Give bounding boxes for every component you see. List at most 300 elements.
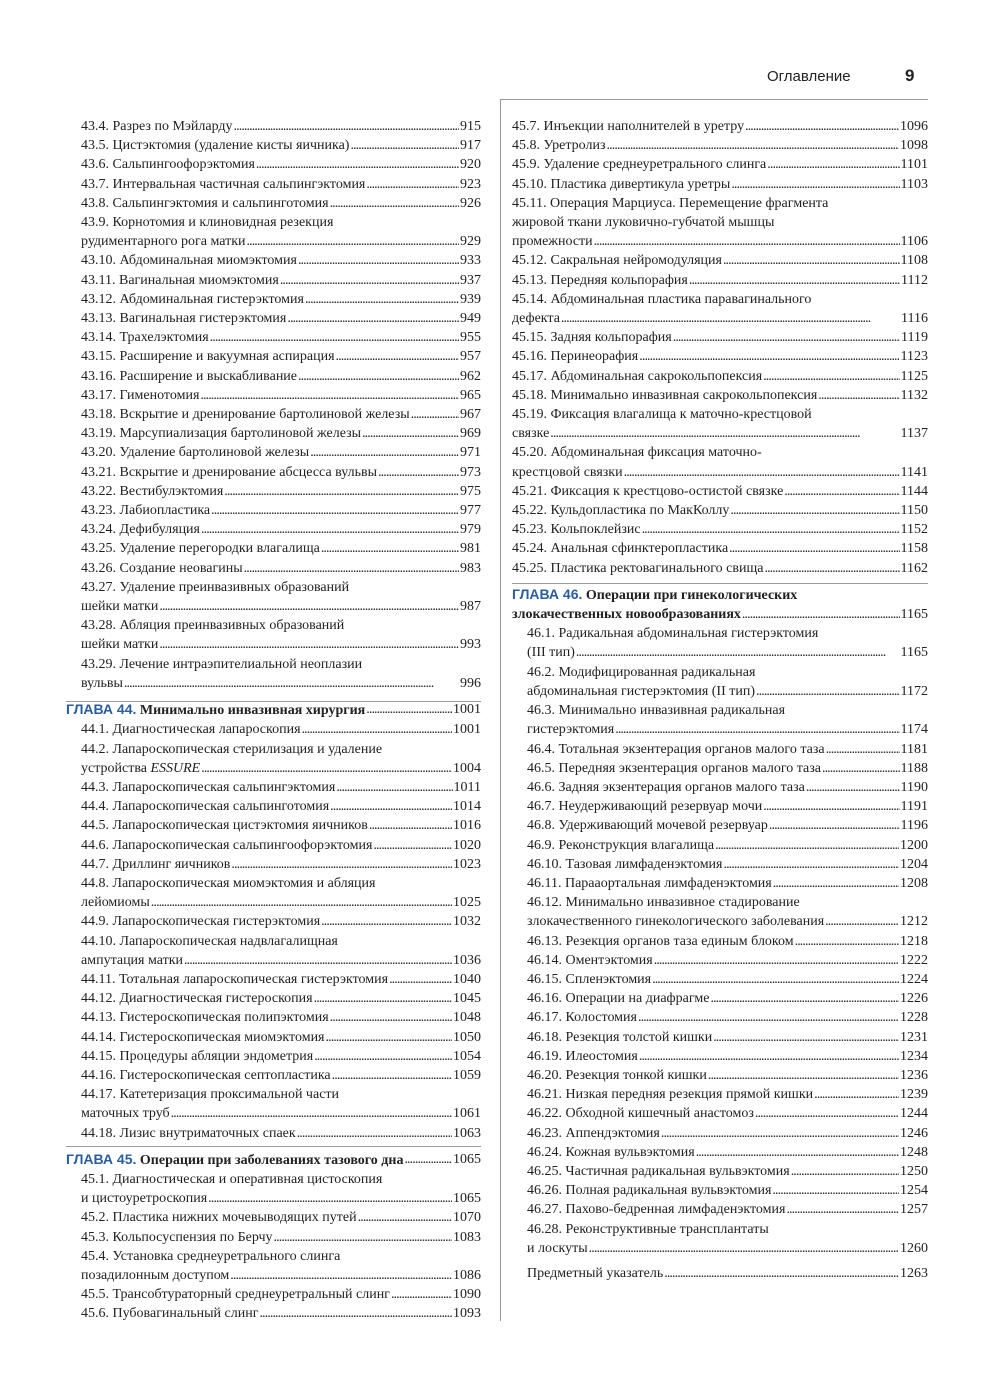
toc-entry-number: 44.13. [81,1010,116,1026]
toc-entry-title-part: Передняя экзентерация органов малого таза [558,760,821,776]
toc-entry-line [527,663,928,682]
toc-entry[interactable] [66,559,481,578]
toc-entry[interactable] [66,655,481,693]
toc-entry-number: 44.7. [81,856,109,872]
toc-entry[interactable] [66,1304,481,1323]
leader-dots [280,271,459,290]
toc-entry[interactable] [512,932,928,951]
toc-entry-line [81,778,481,797]
toc-entry[interactable] [66,347,481,366]
toc-entry-title [527,1085,813,1104]
toc-entry[interactable] [66,720,481,739]
toc-entry[interactable] [66,912,481,931]
toc-entry[interactable] [512,136,928,155]
toc-entry[interactable] [512,347,928,366]
toc-entry[interactable] [512,1047,928,1066]
toc-entry-title-part: Удаление бартолиновой железы [119,445,310,461]
toc-entry-title [527,1239,588,1258]
toc-entry[interactable] [66,117,481,136]
toc-entry[interactable] [512,797,928,816]
toc-entry-title [512,155,766,174]
toc-entry[interactable] [512,1220,928,1258]
toc-entry-page: 971 [460,445,481,461]
toc-entry[interactable] [66,386,481,405]
toc-entry-line [81,989,481,1008]
toc-entry[interactable] [66,778,481,797]
toc-entry-page: 1023 [453,856,481,872]
toc-entry-title [81,674,123,693]
toc-entry-title-part: Задняя экзентерация органов малого таза [558,779,805,795]
toc-entry[interactable] [512,539,928,558]
toc-entry[interactable] [66,309,481,328]
toc-entry-line [512,155,928,174]
leader-dots [378,463,459,482]
toc-entry[interactable] [512,836,928,855]
toc-entry[interactable] [512,117,928,136]
toc-entry-page: 1144 [900,483,928,499]
leader-dots [791,1162,899,1181]
toc-entry-page: 1234 [900,1048,928,1064]
toc-entry[interactable] [512,290,928,328]
leader-dots [391,1285,452,1304]
toc-entry-title [527,1124,660,1143]
toc-entry[interactable] [66,213,481,251]
toc-entry-number: 43.17. [81,387,116,403]
toc-entry-title-part: Анальная сфинктеропластика [550,541,729,557]
toc-entry[interactable] [512,1181,928,1200]
toc-entry-line [81,386,481,405]
toc-entry-title-part: Гистероскопическая миомэктомия [119,1029,325,1045]
toc-entry-page: 1141 [900,464,928,480]
toc-entry-line [527,816,928,835]
toc-entry-line [527,874,928,893]
toc-entry-title-part: Дефибуляция [119,522,200,538]
toc-entry-number: 44.4. [81,799,109,815]
toc-entry-title-part: вульвы [81,675,123,691]
toc-entry-line [81,424,481,443]
toc-entry-title [81,463,377,482]
toc-entry-title [512,309,560,328]
toc-entry-title-part: Лапароскопическая цистэктомия яичников [112,818,368,834]
toc-entry-title-part: Колостомия [565,1010,637,1026]
leader-dots [274,1228,452,1247]
toc-entry-title-part: Спленэктомия [565,971,652,987]
toc-entry[interactable] [512,194,928,252]
toc-entry-title [81,1208,357,1227]
toc-entry-line [81,674,481,693]
toc-entry-line [527,759,928,778]
toc-entry-line [527,1220,928,1239]
toc-entry-page: 1090 [453,1287,481,1303]
toc-entry-number: 46.5. [527,760,555,776]
toc-entry[interactable] [66,443,481,462]
toc-entry-title-part: Расширение и вакуумная аспирация [119,349,335,365]
toc-entry[interactable] [66,932,481,970]
toc-entry-line [512,232,928,251]
toc-entry-title-part: Вестибулэктомия [119,483,224,499]
toc-entry[interactable] [512,1066,928,1085]
leader-dots [330,797,452,816]
toc-entry-title-part: Расширение и выскабливание [119,368,298,384]
leader-dots [654,951,899,970]
toc-entry[interactable] [512,443,928,481]
toc-entry[interactable] [66,1008,481,1027]
toc-entry-line [527,1066,928,1085]
leader-dots [124,674,459,693]
toc-entry-number: 43.29. [81,656,116,672]
leader-dots [210,328,459,347]
toc-entry-line [512,347,928,366]
toc-entry[interactable] [66,251,481,270]
toc-entry-title [81,405,410,424]
toc-entry[interactable] [66,1124,481,1143]
toc-entry[interactable] [66,855,481,874]
leader-dots [404,1150,452,1170]
toc-entry[interactable] [66,836,481,855]
leader-dots [332,1066,452,1085]
toc-entry-line [81,290,481,309]
toc-entry-line [81,1247,481,1266]
toc-entry-number: 45.2. [81,1210,109,1226]
toc-entry-title-part: гистерэктомия [527,722,615,738]
toc-entry[interactable] [512,970,928,989]
toc-entry-title-part: Удаление преинвазивных образований [119,579,350,595]
leader-dots [729,539,899,558]
toc-entry[interactable] [66,816,481,835]
toc-entry[interactable] [512,759,928,778]
toc-entry[interactable] [512,1264,928,1283]
leader-dots [298,251,459,270]
toc-entry-number: 44.18. [81,1125,116,1141]
toc-entry-page: 1036 [453,952,481,968]
toc-entry-line [81,951,481,970]
leader-dots [818,386,899,405]
toc-entry[interactable] [512,701,928,739]
toc-entry-title-part: Создание неовагины [119,560,243,576]
toc-entry[interactable] [512,155,928,174]
toc-entry-title-part: Дриллинг яичников [112,856,231,872]
leader-dots [298,367,459,386]
toc-entry-page: 1231 [900,1029,928,1045]
toc-entry[interactable] [66,1285,481,1304]
toc-entry-page: 1218 [900,933,928,949]
toc-entry[interactable] [66,155,481,174]
toc-entry[interactable] [66,1208,481,1227]
toc-entry-title [512,117,744,136]
leader-dots [767,155,899,174]
toc-entry-number: 43.24. [81,522,116,538]
toc-entry[interactable] [66,136,481,155]
leader-dots [151,893,452,912]
toc-entry-title-part: Инъекции наполнителей в уретру [543,119,745,134]
toc-entry-title-part: Низкая передняя резекция прямой кишки [565,1087,814,1103]
toc-entry-number: 43.4. [81,119,109,134]
toc-entry-title-part: Резекция толстой кишки [565,1029,713,1045]
toc-entry[interactable] [512,328,928,347]
toc-entry-page: 1119 [901,330,928,346]
chapter-heading[interactable] [512,585,928,624]
leader-dots [730,501,899,520]
toc-entry-line [81,874,481,893]
toc-entry[interactable] [512,559,928,578]
toc-entry-title [81,367,297,386]
leader-dots [763,797,899,816]
toc-entry-line [527,912,928,931]
toc-entry-page: 1174 [900,722,928,738]
toc-entry-page: 955 [460,330,481,346]
toc-entry[interactable] [66,367,481,386]
toc-entry[interactable] [66,194,481,213]
leader-dots [615,720,899,739]
toc-entry[interactable] [512,951,928,970]
leader-dots [723,855,899,874]
toc-entry-number: 43.10. [81,253,116,269]
chapter-heading[interactable] [66,700,481,720]
leader-dots [795,932,899,951]
toc-entry-line [527,1047,928,1066]
toc-entry-number: 45.25. [512,560,547,576]
leader-dots [652,970,899,989]
toc-entry-number: 45.16. [512,349,547,365]
toc-entry-line [81,1285,481,1304]
toc-entry[interactable] [66,578,481,616]
toc-entry[interactable] [66,424,481,443]
toc-entry-page: 1123 [900,349,928,365]
toc-entry-number: 43.25. [81,541,116,557]
toc-entry-title [81,1028,325,1047]
toc-entry[interactable] [512,778,928,797]
toc-entry[interactable] [512,386,928,405]
toc-entry-number: 46.10. [527,856,562,872]
toc-entry-title-part: Абдоминальная пластика паравагинального [550,291,812,307]
toc-entry-title-part: Фиксация к крестцово-остистой связке [550,483,784,499]
toc-entry-line [81,463,481,482]
leader-dots [689,271,900,290]
toc-entry-page: 1137 [900,426,928,442]
toc-entry[interactable] [66,874,481,912]
toc-entry[interactable] [512,1162,928,1181]
toc-entry[interactable] [66,482,481,501]
toc-entry[interactable] [512,1008,928,1027]
leader-dots [336,347,459,366]
chapter-title-part: Операции при заболеваниях тазового дна [139,1152,404,1168]
toc-entry-title-part: Пластика нижних мочевыводящих путей [112,1210,357,1226]
toc-entry-title-part: Установка среднеуретрального слинга [112,1248,341,1264]
toc-entry[interactable] [66,520,481,539]
leader-dots [607,136,899,155]
toc-entry-number: 44.2. [81,741,109,757]
toc-entry-page: 1011 [453,779,481,795]
toc-entry-number: 46.16. [527,991,562,1007]
toc-entry[interactable] [66,290,481,309]
toc-entry-number: 43.14. [81,330,116,346]
leader-dots [664,1264,899,1283]
toc-entry-page: 1096 [900,119,928,134]
toc-entry[interactable] [512,271,928,290]
toc-entry[interactable] [512,367,928,386]
toc-entry-page: 969 [460,426,481,442]
toc-entry-line [512,424,928,443]
leader-dots [786,1200,899,1219]
toc-entry-title-part: и лоскуты [527,1240,588,1256]
header-rule [500,99,928,100]
toc-entry-line [81,443,481,462]
toc-entry[interactable] [66,1170,481,1208]
toc-entry-number: 44.12. [81,991,116,1007]
toc-entry[interactable] [66,539,481,558]
toc-entry-title-part: Модифицированная радикальная [558,664,756,680]
toc-entry-title [512,175,730,194]
toc-entry-title-part: Операции на диафрагме [565,991,710,1007]
toc-entry-title [81,855,230,874]
toc-entry[interactable] [512,874,928,893]
toc-entry-title-part: Вскрытие и дренирование бартолиновой железы [119,407,410,423]
toc-entry-title [527,874,772,893]
toc-entry[interactable] [66,405,481,424]
toc-entry[interactable] [512,855,928,874]
toc-entry[interactable] [512,501,928,520]
toc-entry[interactable] [66,1247,481,1285]
toc-entry-number: 45.15. [512,330,547,346]
toc-entry-title-part: Корнотомия и клиновидная резекция [112,215,334,231]
toc-entry-title [527,970,651,989]
toc-entry-number: 43.6. [81,157,109,173]
toc-entry-title [81,759,200,778]
toc-entry[interactable] [66,616,481,654]
toc-entry-number: 43.19. [81,426,116,442]
toc-entry[interactable] [512,251,928,270]
toc-entry[interactable] [512,175,928,194]
toc-entry-page: 939 [460,291,481,307]
toc-entry-title [81,194,329,213]
chapter-title-part: Операции при гинекологических [585,587,798,603]
toc-entry[interactable] [66,328,481,347]
toc-entry-line [512,520,928,539]
toc-entry-line [81,635,481,654]
toc-entry-title-part: устройства [81,760,147,776]
toc-entry[interactable] [66,970,481,989]
toc-entry[interactable] [512,520,928,539]
toc-entry-line [527,836,928,855]
toc-entry[interactable] [512,1085,928,1104]
toc-entry-title-part: Трансобтураторный среднеуретральный слинг [112,1287,390,1303]
leader-dots [230,1266,452,1285]
toc-entry-title [81,232,246,251]
leader-dots [561,309,900,328]
toc-entry-line [512,367,928,386]
toc-entry[interactable] [512,405,928,443]
toc-entry-line [81,271,481,290]
chapter-heading-line [512,585,928,605]
leader-dots [784,482,899,501]
toc-entry-line [81,175,481,194]
toc-entry[interactable] [66,740,481,778]
toc-entry-title-part: Катетеризация проксимальной части [119,1087,340,1103]
toc-entry[interactable] [66,1228,481,1247]
toc-entry[interactable] [512,740,928,759]
toc-entry-number: 44.11. [81,971,116,987]
toc-entry-title-part: Радикальная абдоминальная гистерэктомия [558,626,819,642]
toc-entry[interactable] [512,1028,928,1047]
toc-entry-title [527,1181,771,1200]
toc-entry-number: 46.2. [527,664,555,680]
toc-entry[interactable] [512,816,928,835]
toc-entry[interactable] [512,482,928,501]
toc-entry-line [527,1143,928,1162]
leader-dots [184,951,452,970]
leader-dots [305,290,459,309]
toc-entry-line [527,1028,928,1047]
toc-entry-page: 975 [460,483,481,499]
toc-entry-title [527,1104,754,1123]
toc-entry-line [81,232,481,251]
toc-entry-number: 44.8. [81,875,109,891]
leader-dots [330,194,459,213]
toc-entry-page: 1116 [901,311,928,327]
toc-entry-line [527,951,928,970]
toc-entry-line [512,290,928,309]
toc-entry-page: 996 [460,675,481,691]
toc-entry[interactable] [512,893,928,931]
toc-entry-title [512,482,783,501]
running-header-title: Оглавление [767,68,851,85]
toc-entry-title-part: Удерживающий мочевой резервуар [558,818,768,834]
toc-entry-title-part: Удаление среднеуретрального слинга [543,157,767,173]
chapter-title-part: Минимально инвазивная хирургия [139,703,366,719]
leader-dots [200,386,459,405]
toc-entry-number: 46.3. [527,703,555,719]
toc-entry-line [81,1124,481,1143]
toc-entry-page: 1165 [900,645,928,661]
toc-entry[interactable] [512,989,928,1008]
toc-entry-title [527,1143,695,1162]
toc-entry-line [81,1085,481,1104]
toc-entry-number: 46.13. [527,933,562,949]
toc-entry-page: 967 [460,407,481,423]
toc-entry-number: 46.21. [527,1087,562,1103]
toc-entry-title-part: Неудерживающий резервуар мочи [558,799,763,815]
toc-entry[interactable] [512,1143,928,1162]
toc-entry-page: 1222 [900,952,928,968]
chapter-heading[interactable] [66,1150,481,1170]
toc-entry[interactable] [66,463,481,482]
toc-entry-line [81,616,481,635]
toc-entry-line [81,1066,481,1085]
toc-entry[interactable] [512,663,928,701]
toc-entry[interactable] [66,1085,481,1123]
toc-entry[interactable] [66,989,481,1008]
toc-entry[interactable] [512,1200,928,1219]
toc-entry-title [512,328,672,347]
toc-entry[interactable] [512,1104,928,1123]
toc-entry[interactable] [66,271,481,290]
toc-entry[interactable] [66,797,481,816]
toc-entry-line [81,155,481,174]
toc-entry[interactable] [512,1124,928,1143]
chapter-label: ГЛАВА 46. [512,585,583,602]
toc-entry-number: 43.9. [81,215,109,231]
leader-dots [772,1181,899,1200]
toc-entry[interactable] [66,1028,481,1047]
toc-entry[interactable] [66,1047,481,1066]
leader-dots [745,117,899,136]
toc-entry-number: 45.24. [512,541,547,557]
toc-entry[interactable] [66,501,481,520]
toc-entry-title-part: Вскрытие и дренирование абсцесса вульвы [119,464,378,480]
toc-entry[interactable] [512,624,928,662]
toc-entry[interactable] [66,175,481,194]
toc-entry[interactable] [66,1066,481,1085]
